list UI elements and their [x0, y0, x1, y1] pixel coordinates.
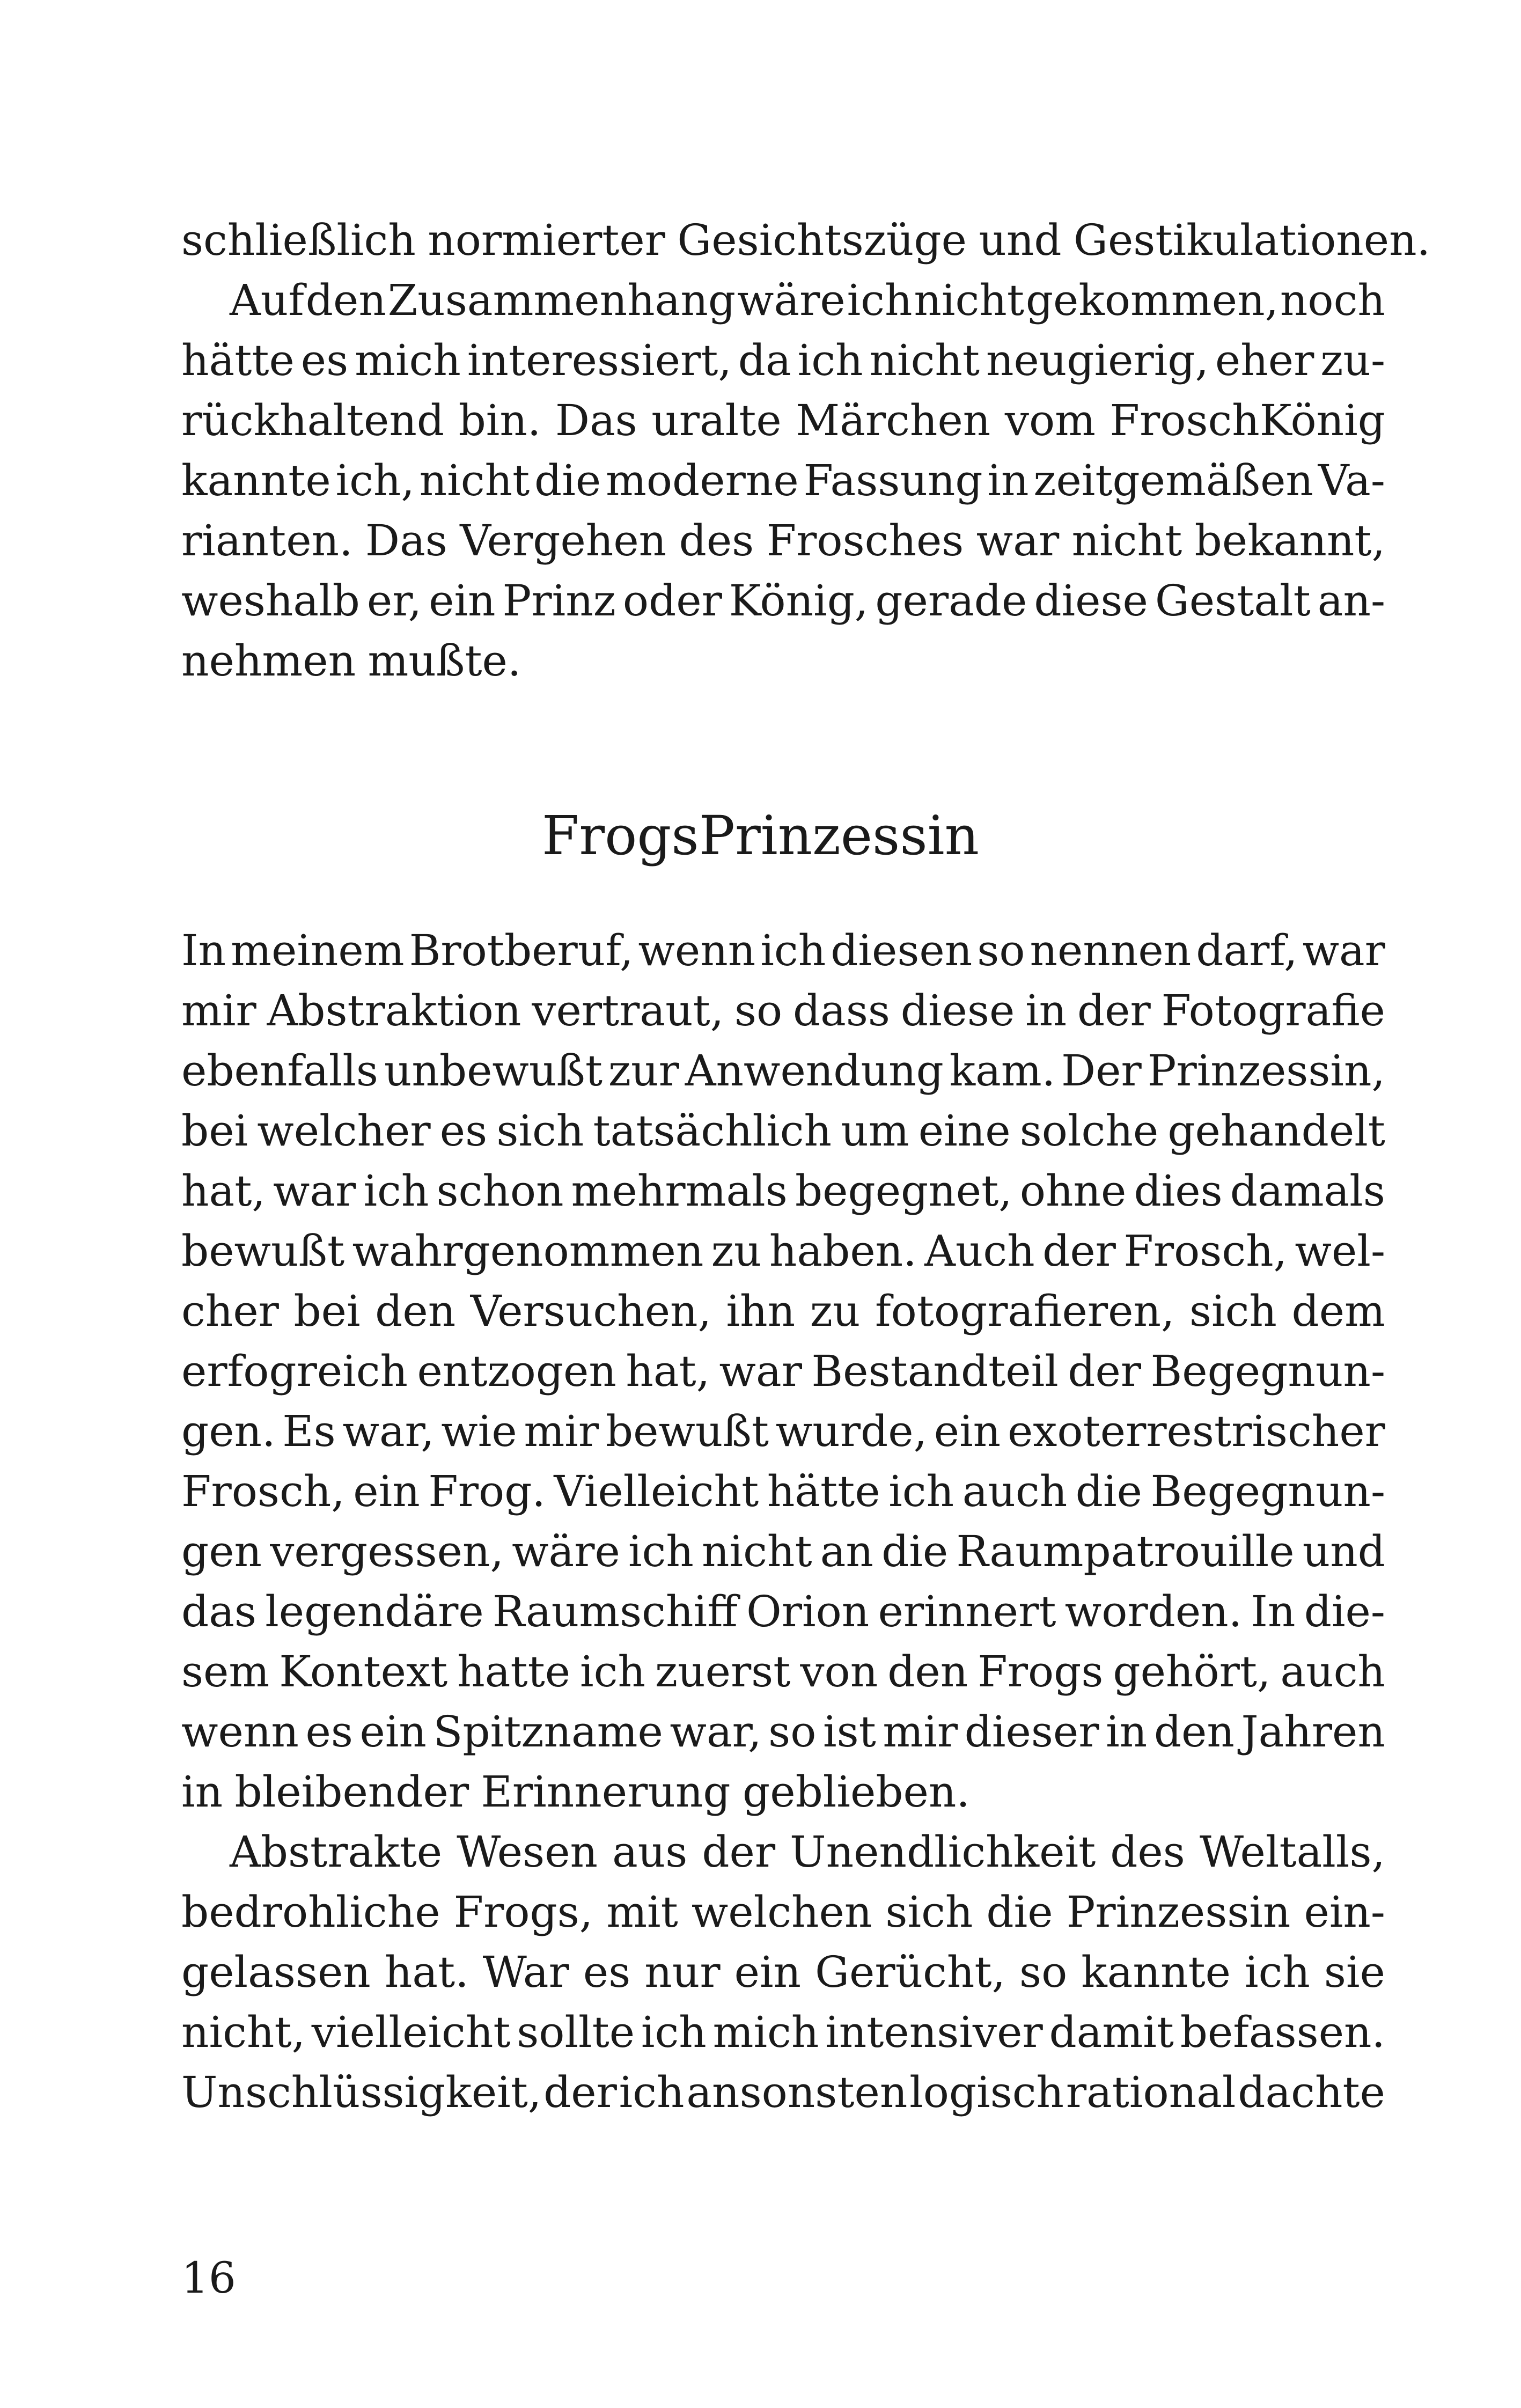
word: der: [543, 2067, 617, 2117]
word: Abstraktion: [267, 986, 521, 1036]
word: schon: [436, 1166, 564, 1216]
word: dieser: [964, 1707, 1099, 1757]
word: War: [482, 1947, 569, 1997]
word: bekannt,: [1194, 516, 1385, 566]
word: diese: [900, 986, 1015, 1036]
word: dies: [1134, 1166, 1223, 1216]
text-line: [181, 1281, 1385, 1341]
word: nicht: [869, 335, 980, 385]
word: wahrgenommen: [352, 1226, 704, 1276]
word: sollte: [517, 2007, 635, 2057]
word: nicht: [1071, 516, 1182, 566]
word: ich: [580, 1647, 645, 1697]
word: meinem: [231, 926, 405, 975]
word: ein: [353, 1466, 420, 1516]
word: ich: [628, 1526, 694, 1576]
word: Va-: [1318, 456, 1385, 505]
word: wäre: [512, 1526, 620, 1576]
word: haben.: [769, 1226, 917, 1276]
word: hat,: [626, 1346, 710, 1396]
word: zu: [711, 1226, 762, 1276]
word: ich: [363, 1166, 429, 1216]
word: wurde,: [775, 1406, 927, 1456]
word: ihn: [726, 1286, 796, 1336]
word: eine: [918, 1106, 1011, 1156]
word: bei: [181, 1106, 248, 1156]
word: Gesichtszüge: [677, 215, 967, 265]
text-line: [181, 1221, 1385, 1281]
word: Es: [282, 1406, 336, 1456]
word: Frogs: [978, 1647, 1104, 1697]
word: Versuchen,: [470, 1286, 711, 1336]
word: so: [734, 986, 783, 1036]
word: kam.: [949, 1046, 1056, 1096]
word: den: [305, 275, 386, 325]
word: Anwendung: [685, 1046, 944, 1096]
word: sie: [1324, 1947, 1385, 1997]
word: es: [300, 335, 349, 385]
text-line: [181, 1161, 1385, 1221]
word: exoterrestrischer: [1007, 1406, 1385, 1456]
word: es: [439, 1106, 488, 1156]
word: rational: [1066, 2067, 1236, 2117]
word: ein: [429, 576, 496, 626]
word: Raumpatrouille: [956, 1526, 1295, 1576]
word: Der: [1061, 1046, 1142, 1096]
word: zu-: [1320, 335, 1385, 385]
word: der: [702, 1827, 776, 1877]
word: worden.: [1064, 1587, 1243, 1636]
word: mehrmals: [571, 1166, 788, 1216]
word: gerade: [875, 576, 1027, 626]
word: Fassung: [803, 456, 983, 505]
word: cher: [181, 1286, 279, 1336]
word: die: [1075, 1466, 1142, 1516]
word: erinnert: [878, 1587, 1056, 1636]
word: oder: [622, 576, 722, 626]
word: ich: [760, 926, 826, 975]
word: und: [979, 215, 1062, 265]
word: zur: [608, 1046, 679, 1096]
word: Prinzessin,: [1147, 1046, 1385, 1096]
word: nur: [644, 1947, 721, 1997]
word: Zusammenhang: [387, 275, 736, 325]
word: Frosch,: [181, 1466, 345, 1516]
word: in: [1025, 986, 1067, 1036]
word: hat.: [384, 1947, 469, 1997]
word: und: [1302, 1526, 1385, 1576]
word: entzogen: [417, 1346, 616, 1396]
word: Begegnun-: [1150, 1466, 1385, 1516]
word: mit: [606, 1887, 678, 1937]
word: nicht,: [181, 2007, 306, 2057]
word: uralte: [651, 395, 782, 445]
word: bewußt: [181, 1226, 345, 1276]
word: Abstrakte: [230, 1827, 443, 1877]
word: in: [987, 456, 1029, 505]
text-line: [181, 1582, 1385, 1642]
word: Wesen: [457, 1827, 598, 1877]
word: bei: [293, 1286, 361, 1336]
word: war: [273, 1166, 356, 1216]
word: wenn: [181, 1707, 299, 1757]
word: es: [583, 1947, 631, 1997]
word: war: [976, 516, 1060, 566]
word: die-: [1304, 1587, 1385, 1636]
word: kannte: [181, 456, 331, 505]
word: ein: [934, 1406, 1001, 1456]
word: an-: [1317, 576, 1385, 626]
word: da: [738, 335, 791, 385]
text-line: [181, 1822, 1385, 1882]
word: ist: [823, 1707, 876, 1757]
word: bedrohliche: [181, 1887, 440, 1937]
word: kannte: [1081, 1947, 1231, 1997]
text-block-top: [181, 210, 1431, 691]
word: schließlich: [181, 215, 416, 265]
word: gehört,: [1113, 1647, 1271, 1697]
word: erfogreich: [181, 1346, 408, 1396]
word: Orion: [746, 1587, 870, 1636]
word: FroschKönig: [1109, 395, 1385, 445]
word: den: [375, 1286, 456, 1336]
word: dachte: [1238, 2067, 1385, 2117]
page-number: 16: [181, 2253, 236, 2303]
word: Gestikulationen.: [1074, 215, 1431, 265]
word: so: [1019, 1947, 1068, 1997]
word: hätte: [767, 1466, 880, 1516]
word: Frosches: [766, 516, 964, 566]
text-block-main: [181, 921, 1385, 2123]
word: bin.: [458, 395, 541, 445]
word: welchen: [691, 1887, 872, 1937]
word: auch: [962, 1466, 1068, 1516]
word: ansonsten: [686, 2067, 908, 2117]
word: Prinz: [502, 576, 616, 626]
word: dass: [792, 986, 890, 1036]
word: hatte: [457, 1647, 571, 1697]
word: Brotberuf,: [409, 926, 634, 975]
word: auch: [1280, 1647, 1385, 1697]
word: gehandelt: [1167, 1106, 1385, 1156]
word: Gerücht,: [815, 1947, 1005, 1997]
word: König,: [729, 576, 869, 626]
word: Das: [365, 516, 447, 566]
word: wie: [441, 1406, 517, 1456]
word: tatsächlich: [593, 1106, 832, 1156]
word: um: [841, 1106, 909, 1156]
word: rückhaltend: [181, 395, 445, 445]
text-line: [181, 2002, 1385, 2062]
word: weshalb: [181, 576, 360, 626]
word: war,: [342, 1406, 435, 1456]
text-line: [181, 1702, 1385, 1762]
text-line: [181, 270, 1385, 331]
word: ein-: [1304, 1887, 1385, 1937]
word: ich: [641, 2007, 707, 2057]
word: ein: [359, 1707, 427, 1757]
word: sich: [885, 1887, 973, 1937]
word: Weltalls,: [1199, 1827, 1385, 1877]
word: Märchen: [796, 395, 991, 445]
word: diesen: [831, 926, 973, 975]
word: hätte: [181, 335, 295, 385]
word: der: [1042, 1226, 1116, 1276]
text-line: [181, 571, 1385, 631]
word: sich: [1189, 1286, 1277, 1336]
word: Prinzessin: [1066, 1887, 1291, 1937]
word: In: [181, 926, 226, 975]
word: Jahren: [1241, 1707, 1385, 1757]
word: sich: [496, 1106, 584, 1156]
word: es: [305, 1707, 353, 1757]
word: bleibender: [234, 1767, 469, 1817]
word: zuerst: [655, 1647, 791, 1697]
word: geblieben.: [743, 1767, 970, 1817]
word: logisch: [909, 2067, 1064, 2117]
word: mich: [712, 2007, 819, 2057]
word: legendäre: [265, 1587, 484, 1636]
word: war,: [670, 1707, 762, 1757]
word: zeitgemäßen: [1033, 456, 1313, 505]
word: ich,: [335, 456, 415, 505]
word: zu: [810, 1286, 861, 1336]
word: Frog.: [428, 1466, 546, 1516]
word: Das: [555, 395, 637, 445]
word: die: [881, 1526, 949, 1576]
word: nicht: [702, 1526, 812, 1576]
text-line: [181, 1882, 1385, 1942]
text-line: [181, 1101, 1385, 1161]
word: den: [887, 1647, 968, 1697]
word: Vergehen: [460, 516, 667, 566]
word: Auf: [230, 275, 304, 325]
word: Vielleicht: [554, 1466, 759, 1516]
word: Unendlichkeit: [790, 1827, 1096, 1877]
word: die: [986, 1887, 1053, 1937]
word: unbewußt: [384, 1046, 603, 1096]
word: mir: [524, 1406, 599, 1456]
word: so: [768, 1707, 817, 1757]
word: solche: [1019, 1106, 1159, 1156]
word: Bestandteil: [811, 1346, 1059, 1396]
text-line: [181, 331, 1385, 391]
word: moderne: [605, 456, 799, 505]
word: mir: [181, 986, 256, 1036]
word: an: [820, 1526, 873, 1576]
word: mir: [883, 1707, 958, 1757]
text-line: [181, 451, 1385, 511]
word: gen.: [181, 1406, 276, 1456]
word: ich: [888, 1466, 954, 1516]
word: nicht: [914, 275, 1024, 325]
word: von: [800, 1647, 878, 1697]
word: in: [181, 1767, 223, 1817]
word: der: [1068, 1346, 1142, 1396]
word: des: [1110, 1827, 1185, 1877]
text-line: [181, 981, 1385, 1041]
section-title: FrogsPrinzessin: [541, 804, 980, 867]
text-line: [181, 1341, 1385, 1401]
word: den: [1153, 1707, 1235, 1757]
word: ohne: [1019, 1166, 1127, 1216]
word: Unschlüssigkeit,: [181, 2067, 542, 2117]
word: ich: [1244, 1947, 1310, 1997]
word: dem: [1291, 1286, 1385, 1336]
word: interessiert,: [467, 335, 732, 385]
word: wäre: [737, 275, 846, 325]
word: Kontext: [279, 1647, 448, 1697]
word: hat,: [181, 1166, 266, 1216]
word: Begegnun-: [1150, 1346, 1385, 1396]
word: Frogs,: [453, 1887, 593, 1937]
word: begegnet,: [795, 1166, 1012, 1216]
word: mußte.: [368, 636, 521, 686]
word: der: [1077, 986, 1151, 1036]
word: eher: [1215, 335, 1314, 385]
word: gen: [181, 1526, 262, 1576]
word: die: [534, 456, 601, 505]
word: rianten.: [181, 516, 353, 566]
text-line: [181, 1942, 1385, 2002]
word: noch: [1280, 275, 1385, 325]
word: so: [977, 926, 1025, 975]
text-line: [181, 210, 1431, 270]
word: ebenfalls: [181, 1046, 378, 1096]
word: damit: [1049, 2007, 1174, 2057]
word: mich: [355, 335, 461, 385]
word: wel-: [1295, 1226, 1385, 1276]
word: gekommen,: [1025, 275, 1279, 325]
word: welcher: [257, 1106, 431, 1156]
word: nicht: [419, 456, 530, 505]
word: vielleicht: [311, 2007, 511, 2057]
word: damals: [1230, 1166, 1385, 1216]
word: wenn: [638, 926, 756, 975]
word: Fotografie: [1161, 986, 1385, 1036]
word: intensiver: [825, 2007, 1043, 2057]
word: In: [1251, 1587, 1296, 1636]
word: nehmen: [181, 636, 356, 686]
word: aus: [612, 1827, 688, 1877]
word: er,: [366, 576, 422, 626]
word: nennen: [1030, 926, 1192, 975]
word: war: [1302, 926, 1385, 975]
word: Frosch,: [1123, 1226, 1288, 1276]
word: das: [181, 1587, 256, 1636]
text-line: [181, 921, 1385, 981]
text-line: [181, 391, 1385, 451]
text-line: [181, 2062, 1385, 2123]
word: gelassen: [181, 1947, 371, 1997]
word: Raumschiff: [492, 1587, 738, 1636]
text-line: [181, 631, 1385, 691]
word: des: [679, 516, 754, 566]
word: Erinnerung: [481, 1767, 731, 1817]
word: ich: [619, 2067, 685, 2117]
word: ich: [847, 275, 913, 325]
word: Spitzname: [433, 1707, 663, 1757]
word: bewußt: [605, 1406, 769, 1456]
word: vergessen,: [270, 1526, 504, 1576]
word: sem: [181, 1647, 270, 1697]
word: diese: [1034, 576, 1148, 626]
word: ein: [734, 1947, 802, 1997]
text-line: [181, 1401, 1385, 1462]
word: ich: [797, 335, 863, 385]
word: vom: [1004, 395, 1096, 445]
word: fotografieren,: [875, 1286, 1175, 1336]
text-line: [181, 1762, 1385, 1822]
text-line: [181, 1041, 1385, 1101]
word: Auch: [924, 1226, 1035, 1276]
text-line: [181, 1522, 1385, 1582]
word: darf,: [1196, 926, 1298, 975]
text-line: [181, 1462, 1385, 1522]
word: Gestalt: [1155, 576, 1311, 626]
word: in: [1106, 1707, 1148, 1757]
word: befassen.: [1180, 2007, 1385, 2057]
word: neugierig,: [986, 335, 1209, 385]
word: vertraut,: [532, 986, 724, 1036]
word: normierter: [428, 215, 665, 265]
text-line: [181, 1642, 1385, 1702]
text-line: [181, 511, 1385, 571]
word: war: [719, 1346, 802, 1396]
